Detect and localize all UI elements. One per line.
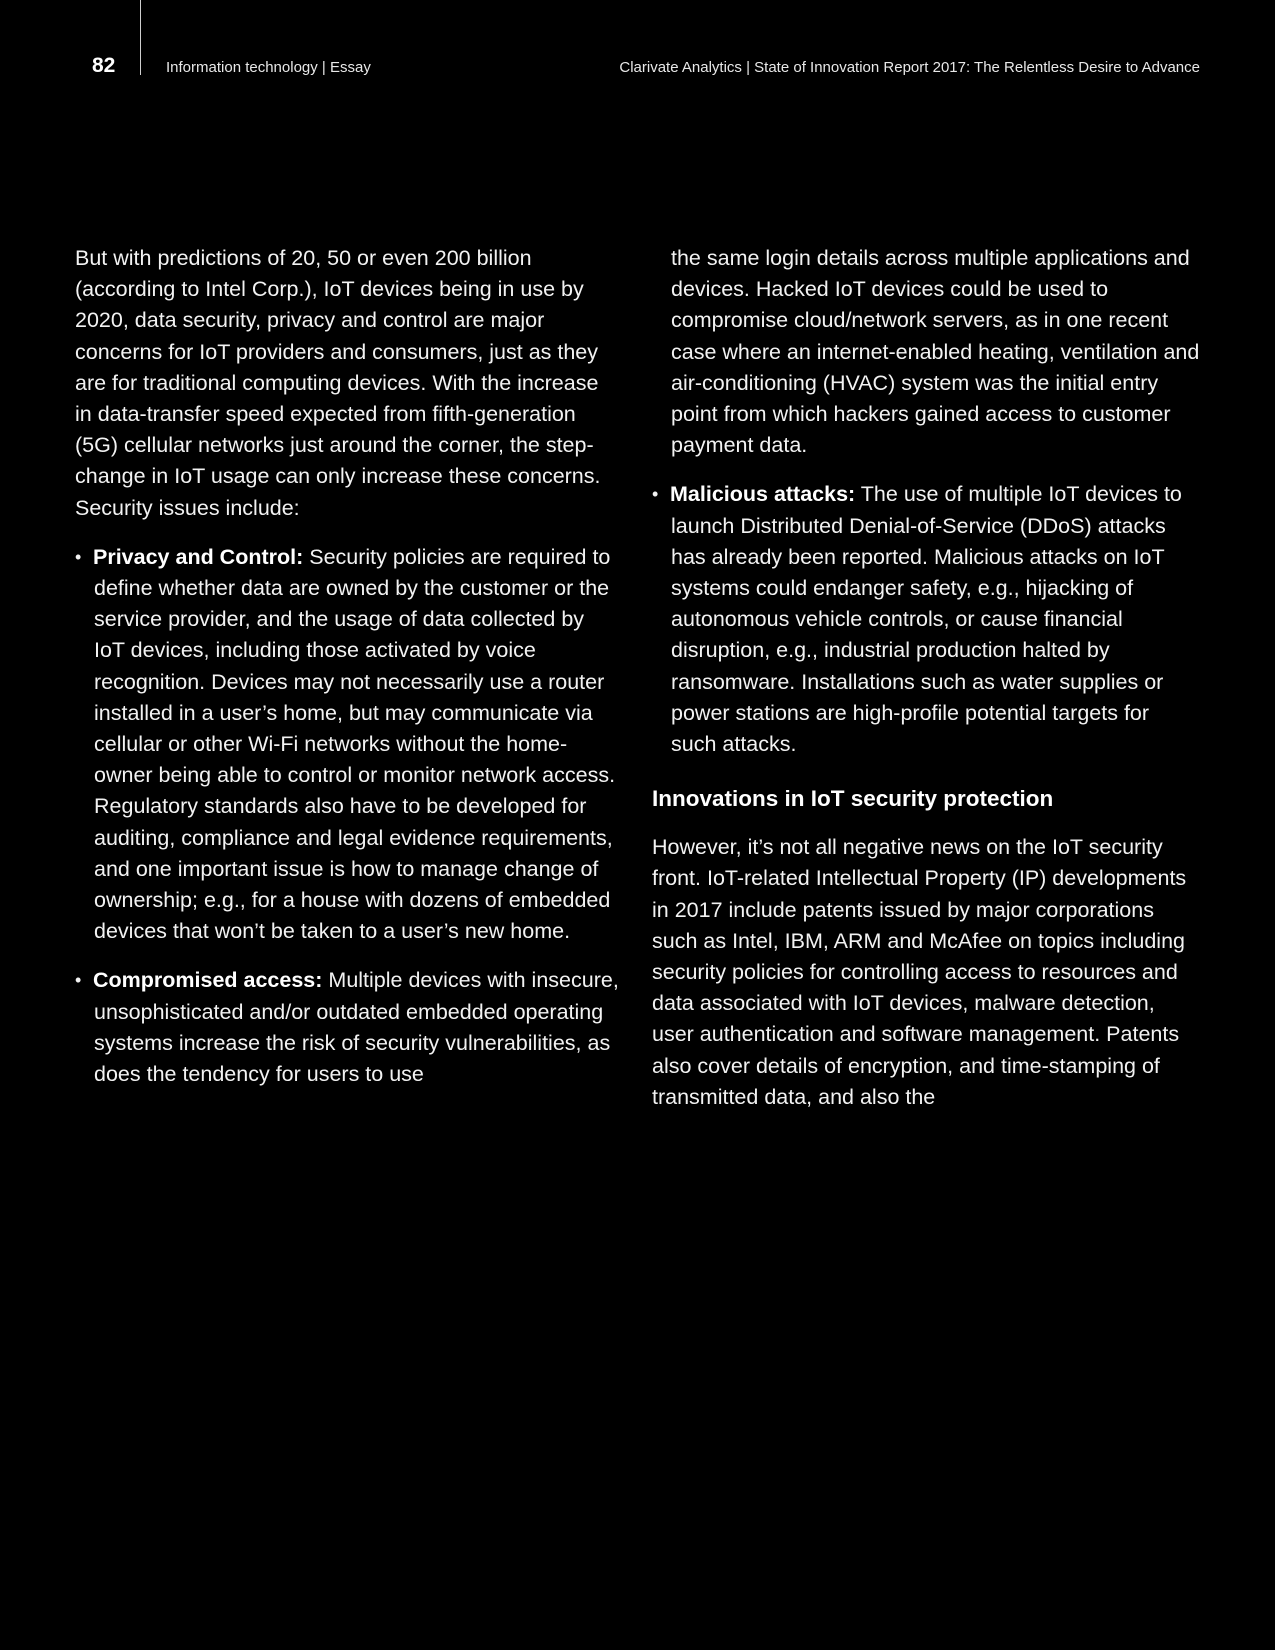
- bullet-text: The use of multiple IoT devices to launch Distributed Denial-of-Service (DDoS) attacks has already been reported. Malicious attacks on IoT systems could endanger safety, e.g., hijacking of autonomous vehicle controls, or cause financial disruption, e.g., industrial production halted by ransomware. Installations such as water supplies or power stations are high-profile potential targets for such attacks.: [671, 482, 1182, 757]
- header-divider: [140, 0, 141, 75]
- section-heading: Innovations in IoT security protection: [652, 786, 1054, 812]
- bullet-heading: Privacy and Control:: [93, 544, 304, 569]
- report-title: Clarivate Analytics | State of Innovation Report 2017: The Relentless Desire to Advance: [619, 59, 1200, 76]
- bullet-compromised-access: [75, 965, 620, 1090]
- intro-paragraph: But with predictions of 20, 50 or even 200 billion (according to Intel Corp.), IoT devices being in use by 2020, data security, privacy and control are major concerns for IoT providers and consumers, just as they are for traditional computing devices. With the increase in data-transfer speed expected from fifth-generation (5G) cellular networks just around the corner, the step-change in IoT usage can only increase these concerns. Security issues include:: [75, 246, 601, 520]
- bullet-heading: Compromised access:: [93, 968, 323, 993]
- bullet-malicious-attacks: [652, 479, 1200, 760]
- page-header: [0, 0, 1275, 90]
- bullet-heading: Malicious attacks:: [670, 482, 856, 507]
- bullet-continuation: the same login details across multiple applications and devices. Hacked IoT devices could be used to compromise cloud/network servers, as in one recent case where an internet-enabled heating, ventilation and air-conditioning (HVAC) system was the initial entry point from which hackers gained access to customer payment data.: [671, 246, 1200, 458]
- page-number: 82: [92, 54, 116, 77]
- left-column: [75, 243, 620, 1108]
- bullet-text: Multiple devices with insecure, unsophisticated and/or outdated embedded operating systems increase the risk of security vulnerabilities, as does the tendency for users to use: [94, 968, 619, 1087]
- bullet-marker: •: [652, 484, 659, 505]
- bullet-marker: •: [75, 970, 82, 991]
- section-label: Information technology | Essay: [166, 59, 371, 76]
- right-column: [652, 243, 1200, 1131]
- bullet-text: Security policies are required to define whether data are owned by the customer or the service provider, and the usage of data collected by IoT devices, including those activated by voice recognition. Devices may not necessarily use a router installed in a user’s home, but may communicate via cellular or other Wi-Fi networks without the home-owner being able to control or monitor network access. Regulatory standards also have to be developed for auditing, compliance and legal evidence requirements, and one important issue is how to manage change of ownership; e.g., for a house with dozens of embedded devices that won’t be taken to a user’s new home.: [94, 544, 616, 944]
- bullet-privacy-control: [75, 542, 620, 948]
- body-paragraph: However, it’s not all negative news on the IoT security front. IoT-related Intellectual Property (IP) developments in 2017 include patents issued by major corporations such as Intel, IBM, ARM and McAfee on topics including security policies for controlling access to resources and data associated with IoT devices, malware detection, user authentication and software management. Patents also cover details of encryption, and time-stamping of transmitted data, and also the: [652, 835, 1187, 1109]
- bullet-marker: •: [75, 546, 82, 567]
